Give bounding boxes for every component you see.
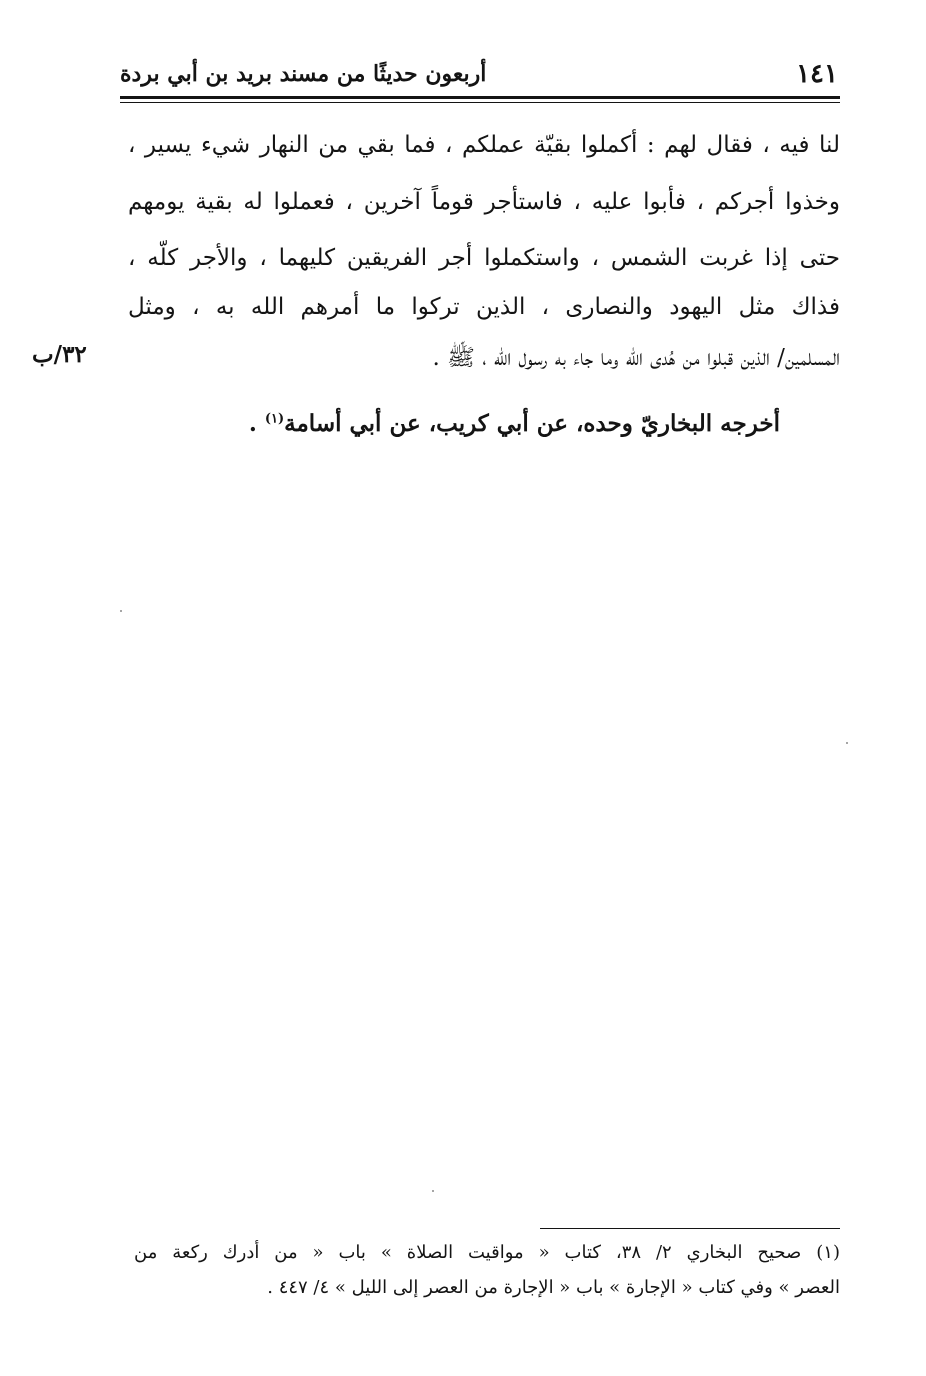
scan-speck: [432, 1190, 434, 1192]
takhrij-text: أخرجه البخاريّ وحده، عن أبي كريب، عن أبي أسامة: [284, 410, 780, 437]
footnote-line: العصر » وفي كتاب « الإجارة » باب « الإجارة من العصر إلى الليل » ٤/ ٤٤٧ .: [267, 1277, 840, 1298]
body-line: المسلمين/ الذين قبلوا من هُدى الله وما جاء به رسول الله ، ﷺ .: [432, 345, 840, 371]
body-line: وخذوا أجركم ، فأبوا عليه ، فاستأجر قوماً آخرين ، فعملوا له بقية يومهم: [128, 189, 840, 215]
folio-marker: ٣٢/ب: [32, 341, 87, 368]
running-title: أربعون حديثًا من مسند بريد بن أبي بردة: [120, 61, 487, 87]
footnote-reference[interactable]: (١): [264, 411, 285, 427]
body-line: فذاك مثل اليهود والنصارى ، الذين تركوا ما أمرهم الله به ، ومثل: [128, 294, 840, 320]
takhrij-note: [249, 402, 780, 446]
page-number: ١٤١: [796, 59, 838, 89]
header-rule: [120, 96, 840, 99]
scan-speck: [120, 610, 122, 612]
header-rule-thin: [120, 102, 840, 103]
footnote-line: (١) صحيح البخاري ٢/ ٣٨، كتاب « مواقيت الصلاة » باب « من أدرك ركعة من: [134, 1242, 840, 1263]
body-line: حتى إذا غربت الشمس ، واستكملوا أجر الفريقين كليهما ، والأجر كلّه ،: [128, 245, 840, 271]
page-header: [120, 58, 840, 90]
footnote-separator: [540, 1228, 840, 1229]
takhrij-end-mark: .: [248, 410, 265, 437]
body-line: لنا فيه ، فقال لهم : أكملوا بقيّة عملكم ، فما بقي من النهار شيء يسير ،: [128, 132, 840, 158]
scan-speck: [846, 742, 848, 744]
